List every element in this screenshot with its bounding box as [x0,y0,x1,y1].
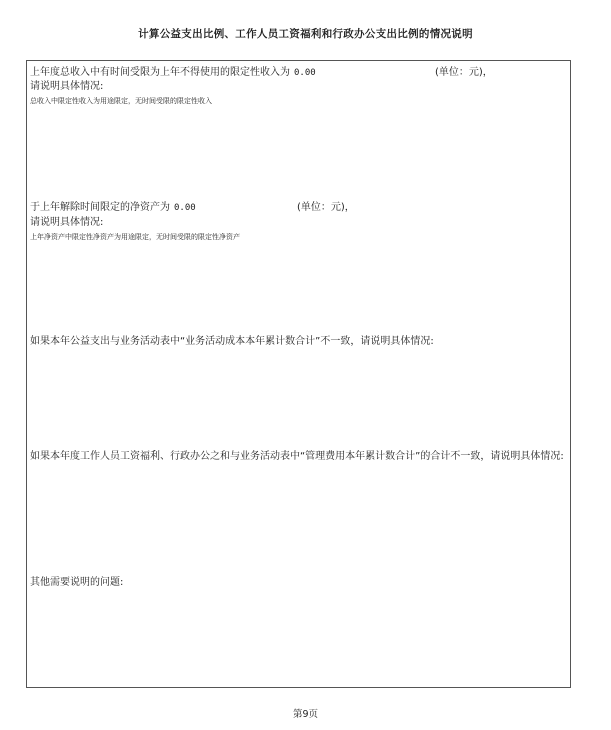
restricted-income-value: 0.00 [294,68,316,78]
restricted-income-line [30,67,316,79]
page-number: 第9页 [292,709,319,720]
other-issues-question: 其他需要说明的问题: [30,577,124,588]
restricted-income-unit: (单位：元)， [435,67,493,78]
restricted-income-prompt: 请说明具体情况: [30,81,104,92]
released-assets-value: 0.00 [174,203,196,213]
page-title: 计算公益支出比例、工作人员工资福利和行政办公支出比例的情况说明 [138,28,473,40]
explanation-form [26,60,571,688]
released-assets-unit: (单位：元)， [297,202,355,213]
released-assets-detail: 上年净资产中限定性净资产为用途限定，无时间受限的限定性净资产 [30,233,240,241]
released-assets-prompt: 请说明具体情况: [30,217,104,228]
staff-admin-question: 如果本年度工作人员工资福利、行政办公之和与业务活动表中“管理费用本年累计数合计”的合计不一致，请说明具体情况: [30,451,564,462]
public-welfare-question: 如果本年公益支出与业务活动表中“业务活动成本本年累计数合计”不一致，请说明具体情况: [30,336,434,347]
released-assets-label: 于上年解除时间限定的净资产为 [30,202,170,213]
released-assets-line [30,202,196,214]
restricted-income-detail: 总收入中限定性收入为用途限定，无时间受限的限定性收入 [30,97,212,105]
restricted-income-label: 上年度总收入中有时间受限为上年不得使用的限定性收入为 [30,67,290,78]
